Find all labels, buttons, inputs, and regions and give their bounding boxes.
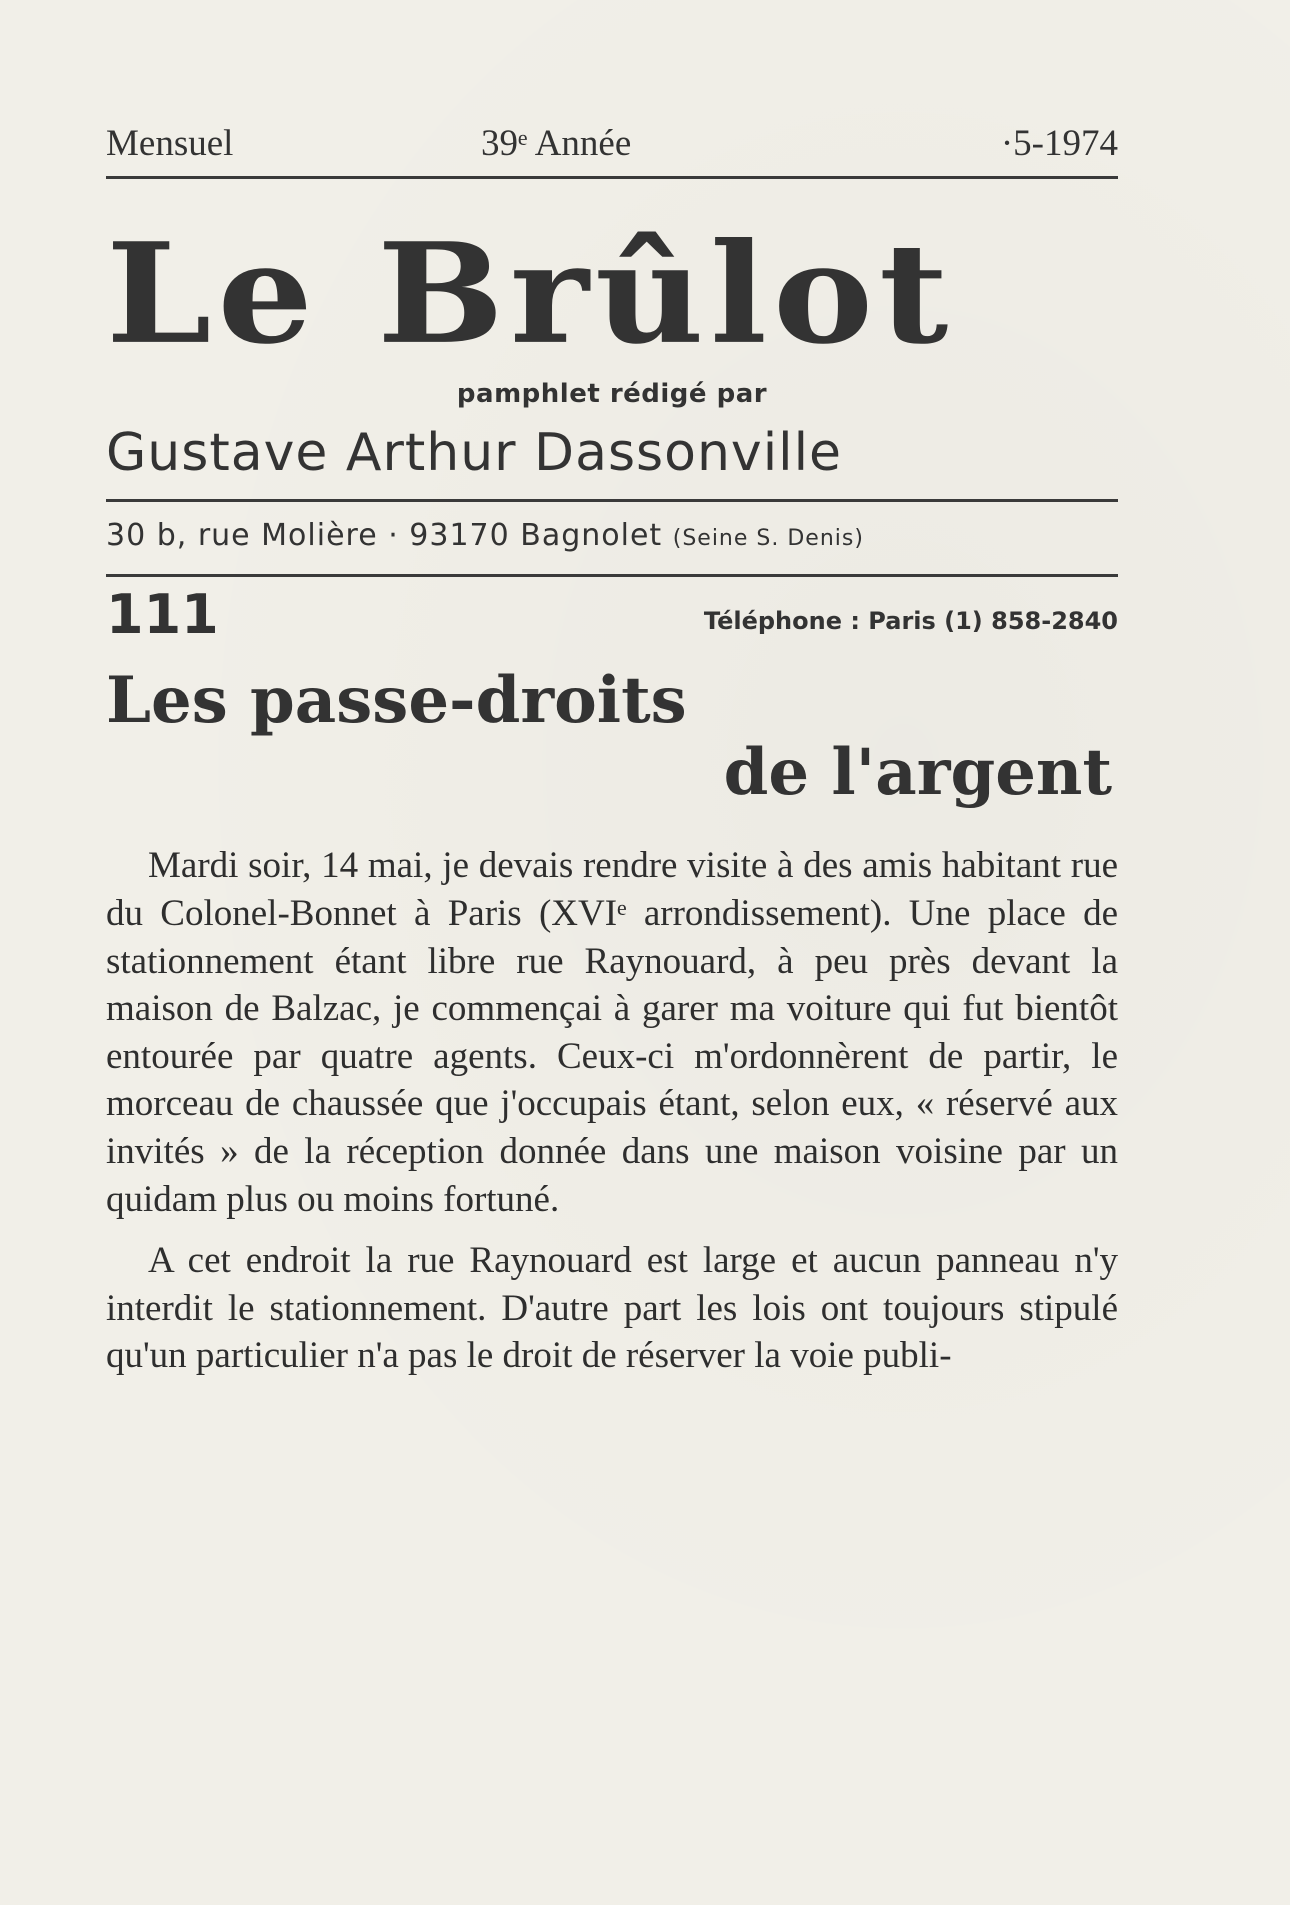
newsletter-column <box>106 112 1118 1394</box>
issue-date: ·5-1974 <box>1000 123 1118 164</box>
issue-row <box>106 577 1118 655</box>
headline-line-2: de l'argent <box>723 734 1112 810</box>
article-paragraph: A cet endroit la rue Raynouard est large et aucun panneau n'y interdit le stationnement. D'autre part les lois ont toujours stipulé qu'un particulier n'a pas le droit de réserver la voie publi- <box>106 1240 1118 1377</box>
meta-row <box>106 112 1118 176</box>
author-rule <box>106 499 1118 502</box>
phone-number: Téléphone : Paris (1) 858-2840 <box>703 607 1118 635</box>
article-paragraph: Mardi soir, 14 mai, je devais rendre visite à des amis habitant rue du Colonel-Bonnet à Paris (XVIᵉ arrondissement). Une place de stationnement étant libre rue Raynouard, à peu près devant la maison de Balzac, je commençai à garer ma voiture qui fut bientôt entourée par quatre agents. Ceux-ci m'ordonnèrent de partir, le morceau de chaussée que j'occupais étant, selon eux, « réservé aux invités » de la réception donnée dans une maison voisine par un quidam plus ou moins fortuné. <box>106 845 1118 1220</box>
headline-line-1: Les passe-droits <box>106 663 687 738</box>
address-region: (Seine S. Denis) <box>672 526 864 551</box>
author-name: Gustave Arthur Dassonville <box>106 423 843 483</box>
frequency-label: Mensuel <box>106 123 234 164</box>
address-street: 30 b, rue Molière · 93170 Bagnolet <box>106 518 663 553</box>
article-headline <box>106 665 1118 808</box>
article-body <box>106 842 1118 1380</box>
masthead-subtitle: pamphlet rédigé par <box>456 379 768 409</box>
masthead-title: Le Brûlot <box>106 213 955 375</box>
address-line <box>106 518 1118 564</box>
top-rule <box>106 176 1118 179</box>
issue-number: 111 <box>106 583 219 646</box>
year-label: 39ᵉ Année <box>481 123 632 164</box>
